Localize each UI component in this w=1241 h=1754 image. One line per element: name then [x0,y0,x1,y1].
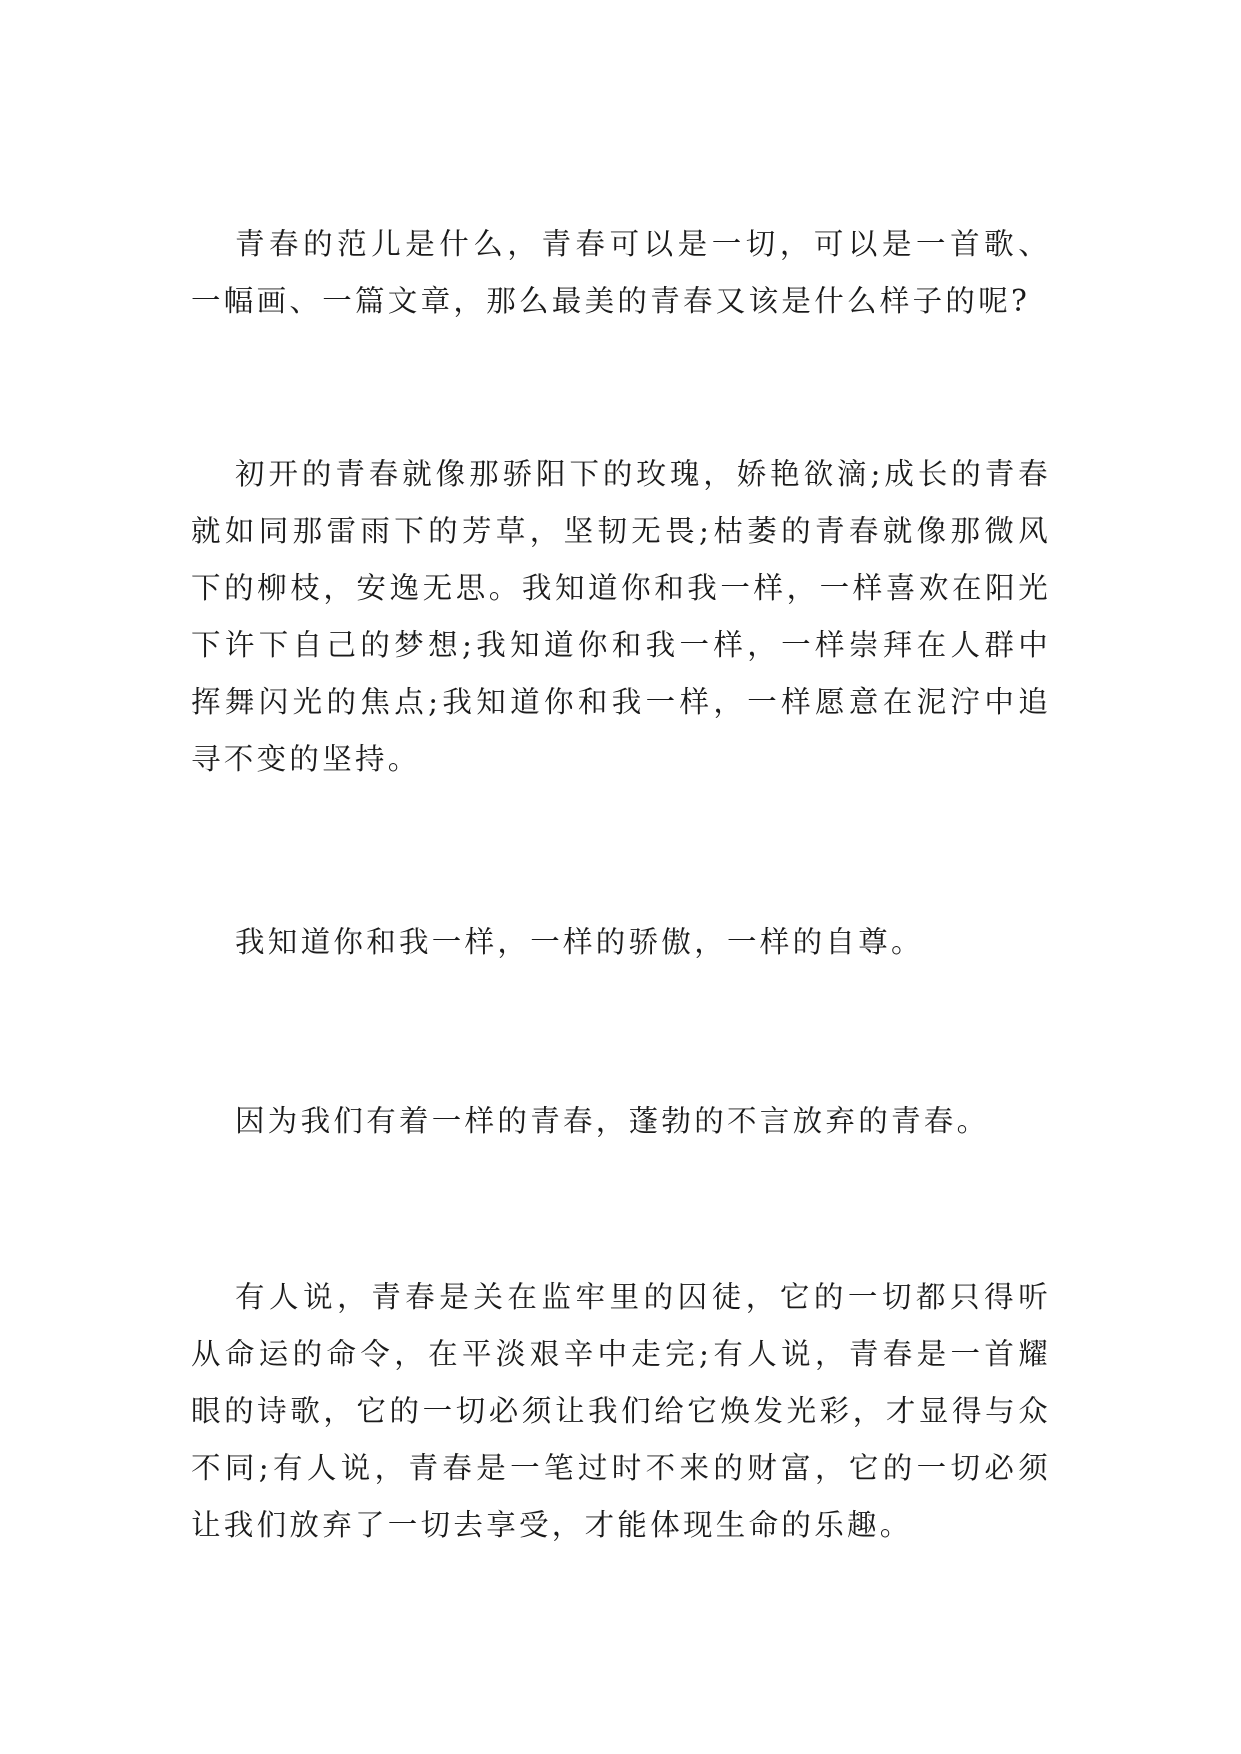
paragraph-5: 有人说，青春是关在监牢里的囚徒，它的一切都只得听从命运的命令，在平淡艰辛中走完;有人说，青春是一首耀眼的诗歌，它的一切必须让我们给它焕发光彩，才显得与众不同;有人说，青春是一笔过时不来的财富，它的一切必须让我们放弃了一切去享受，才能体现生命的乐趣。 [191,1280,1051,1542]
paragraph-3: 我知道你和我一样，一样的骄傲，一样的自尊。 [235,925,924,959]
paragraph-4: 因为我们有着一样的青春，蓬勃的不言放弃的青春。 [235,1104,990,1138]
paragraph-2: 初开的青春就像那骄阳下的玫瑰，娇艳欲滴;成长的青春就如同那雷雨下的芳草，坚韧无畏;枯萎的青春就像那微风下的柳枝，安逸无思。我知道你和我一样，一样喜欢在阳光下许下自己的梦想;我知道你和我一样，一样崇拜在人群中挥舞闪光的焦点;我知道你和我一样，一样愿意在泥泞中追寻不变的坚持。 [191,457,1051,776]
paragraph-1: 青春的范儿是什么，青春可以是一切，可以是一首歌、一幅画、一篇文章，那么最美的青春又该是什么样子的呢? [191,227,1051,318]
